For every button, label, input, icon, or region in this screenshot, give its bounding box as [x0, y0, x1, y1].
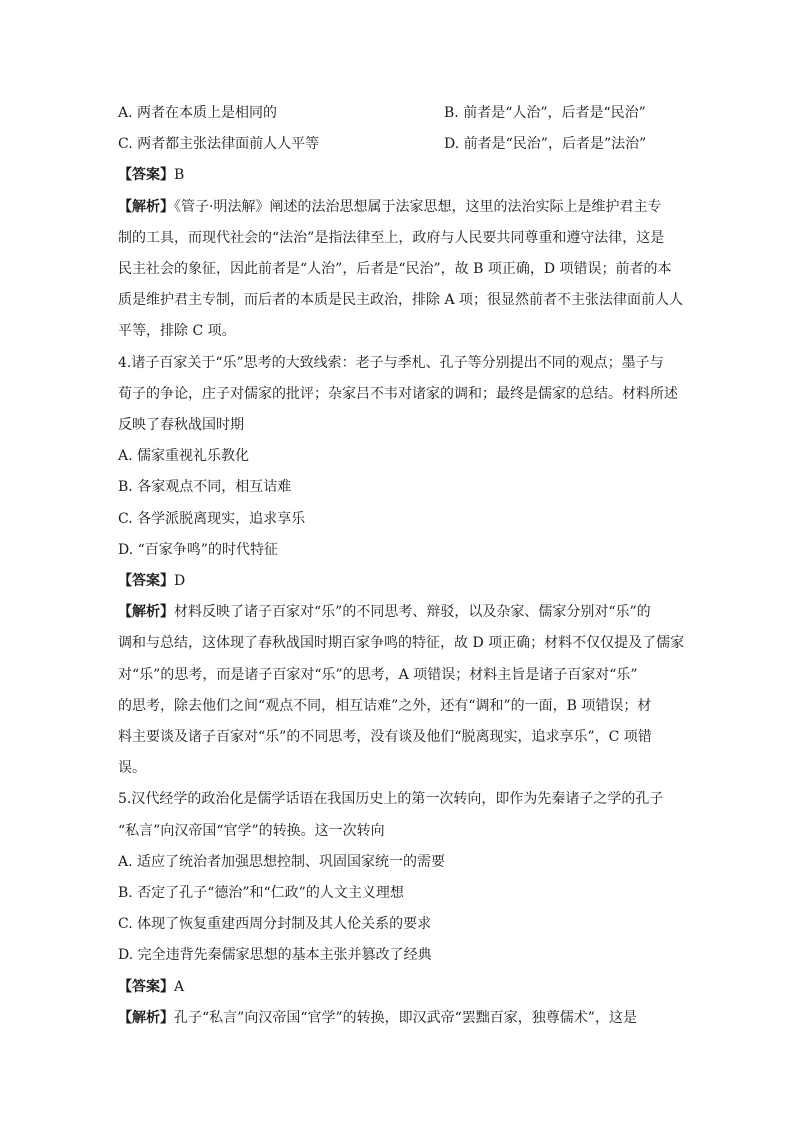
analysis-label: 【解析】: [118, 1010, 174, 1026]
analysis-text: 孔子“私言”向汉帝国“官学”的转换，即汉武帝“罢黜百家，独尊儒术”，这是: [174, 1010, 637, 1026]
q3-analysis-line: 质是维护君主专制，而后者的本质是民主政治，排除 A 项；很显然前者不主张法律面前人人: [118, 292, 684, 308]
q4-analysis-line: 对“乐”的思考，而是诸子百家对“乐”的思考，A 项错误；材料主旨是诸子百家对“乐”: [118, 667, 638, 683]
answer-label: 【答案】: [118, 167, 174, 183]
analysis-label: 【解析】: [118, 604, 174, 620]
q4-option-d: D. “百家争鸣”的时代特征: [118, 542, 278, 558]
q5-analysis-line: [118, 1008, 678, 1028]
q5-answer: [118, 977, 678, 997]
analysis-label: 【解析】: [118, 199, 174, 215]
q5-option-b: B. 否定了孔子“德治”和“仁政”的人文主义理想: [118, 885, 404, 901]
q4-stem-line: 4.诸子百家关于“乐”思考的大致线索：老子与季札、孔子等分别提出不同的观点；墨子与: [118, 355, 664, 371]
q4-analysis-line: 调和与总结，这体现了春秋战国时期百家争鸣的特征，故 D 项正确；材料不仅仅提及了儒家: [118, 635, 685, 651]
q3-analysis-line: 民主社会的象征，因此前者是“人治”，后者是“民治”，故 B 项正确，D 项错误；前者的本: [118, 261, 672, 277]
q3-option-c: C. 两者都主张法律面前人人平等: [118, 136, 320, 152]
q3-option-b: B. 前者是“人治”，后者是“民治”: [444, 105, 646, 121]
q4-analysis-line: 误。: [118, 760, 146, 776]
q5-option-d: D. 完全违背先秦儒家思想的基本主张并篡改了经典: [118, 947, 432, 963]
q4-option-a: A. 儒家重视礼乐教化: [118, 448, 250, 464]
answer-label: 【答案】: [118, 979, 174, 995]
q3-option-a: A. 两者在本质上是相同的: [118, 105, 278, 121]
q4-analysis-line: [118, 602, 678, 622]
answer-label: 【答案】: [118, 573, 174, 589]
q4-answer: [118, 571, 678, 591]
q3-option-d: D. 前者是“民治”，后者是”法治”: [444, 136, 647, 152]
q5-option-a: A. 适应了统治者加强思想控制、巩固国家统一的需要: [118, 854, 446, 870]
q3-analysis-line: 制的工具，而现代社会的“法治”是指法律至上，政府与人民要共同尊重和遵守法律，这是: [118, 230, 665, 246]
analysis-text: 材料反映了诸子百家对“乐”的不同思考、辩驳，以及杂家、儒家分别对“乐”的: [174, 604, 651, 620]
q5-stem-line: “私言”向汉帝国“官学”的转换。这一次转向: [118, 823, 385, 839]
q4-stem-line: 反映了春秋战国时期: [118, 417, 244, 433]
analysis-text: 《管子·明法解》阐述的法治思想属于法家思想，这里的法治实际上是维护君主专: [174, 199, 662, 215]
q3-answer: [118, 165, 678, 185]
answer-value: A: [174, 979, 185, 995]
q4-analysis-line: 的思考，除去他们之间“观点不同，相互诘难”之外，还有“调和”的一面，B 项错误；材: [118, 698, 652, 714]
q5-option-c: C. 体现了恢复重建西周分封制及其人伦关系的要求: [118, 916, 432, 932]
q3-analysis-line: [118, 197, 678, 217]
q4-option-b: B. 各家观点不同，相互诘难: [118, 479, 292, 495]
answer-value: D: [174, 573, 186, 589]
q3-analysis-line: 平等，排除 C 项。: [118, 323, 236, 339]
q4-stem-line: 荀子的争论，庄子对儒家的批评；杂家吕不韦对诸家的调和；最终是儒家的总结。材料所述: [118, 386, 678, 402]
answer-value: B: [174, 167, 185, 183]
q4-option-c: C. 各学派脱离现实，追求享乐: [118, 511, 306, 527]
q4-analysis-line: 料主要谈及诸子百家对“乐”的不同思考，没有谈及他们“脱离现实，追求享乐”，C 项错: [118, 729, 652, 745]
q5-stem-line: 5.汉代经学的政治化是儒学话语在我国历史上的第一次转向，即作为先秦诸子之学的孔子: [118, 791, 664, 807]
